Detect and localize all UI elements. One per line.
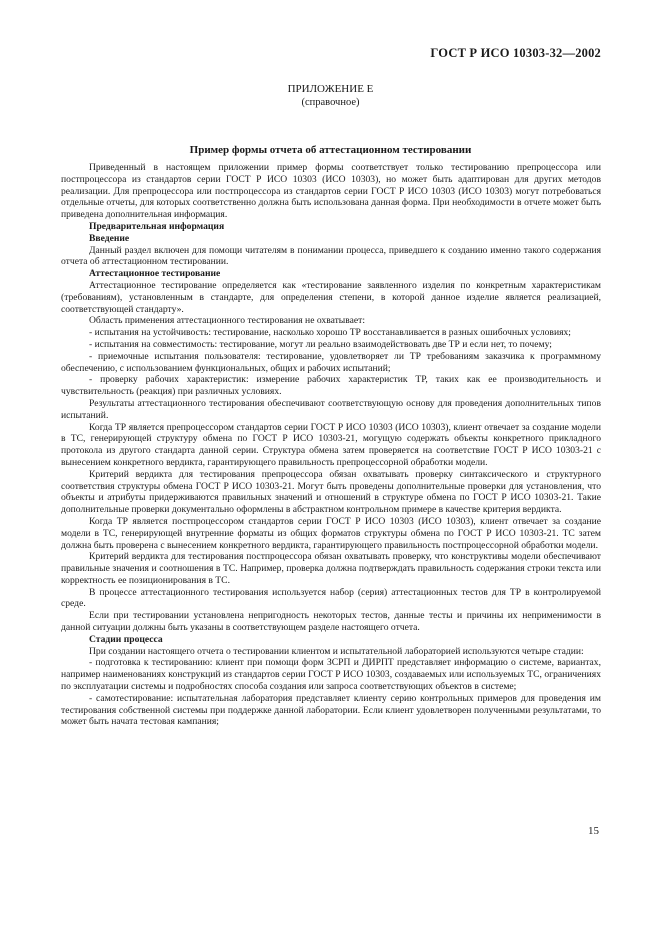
body-paragraph: Критерий вердикта для тестирования препроцессора обязан охватывать проверку синтаксического и структурного соответствия структуры обмена ГОСТ Р ИСО 10303-21. Могут быть проведены дополнительные проверки для установления, что объекты и атрибуты придерживаются правильных значений и отношений в структуре обмена по ГОСТ Р ИСО 10303-21. Такие дополнительные проверки документально оформлены в абстрактном контрольном примере в качестве критерия вердикта. [61,468,601,516]
document-body [61,162,601,728]
page-number: 15 [588,825,599,837]
body-paragraph: - испытания на устойчивость: тестирование, насколько хорошо ТР восстанавливается в разных ошибочных условиях; [89,327,571,339]
body-paragraph: Когда ТР является препроцессором стандартов серии ГОСТ Р ИСО 10303 (ИСО 10303), клиент отвечает за создание модели в ТС, генерирующей структуру обмена по ГОСТ Р ИСО 10303-21, могущую содержать объекты конкретного прикладного протокола из другого стандарта данной серии. Структура обмена затем проверяется на соответствие ГОСТ Р ИСО 10303-21 с вынесением конкретного вердикта, гарантирующего правильность препроцессорной обработки модели. [61,421,601,468]
body-paragraph: - испытания на совместимость: тестирование, могут ли реально взаимодействовать две ТР и если нет, то почему; [89,338,552,350]
appendix-label: ПРИЛОЖЕНИЕ Е [287,83,374,95]
subsection-heading: Предварительная информация [89,220,225,232]
appendix-type: (справочное) [301,97,360,108]
appendix-heading [0,83,661,109]
subsection-heading: Введение [89,232,130,244]
body-paragraph: Когда ТР является постпроцессором стандартов серии ГОСТ Р ИСО 10303 (ИСО 10303), клиент отвечает за создание модели в ТС, генерирующей внутренние форматы из общих форматов структуры обмена по ГОСТ Р ИСО 10303-21. ТС затем должна быть проверена с вынесением конкретного вердикта, гарантирующего правильность постпроцессорной обработки модели. [61,515,601,551]
standard-header: ГОСТ Р ИСО 10303-32—2002 [430,46,601,60]
body-paragraph: Критерий вердикта для тестирования постпроцессора обязан охватывать проверку, что конструктивы модели обеспечивают правильные значения и соотношения в ТС. Например, проверка должна подтверждать правильность содержания строки текста или корректность ее позиционирования в ТС. [61,551,601,586]
subsection-heading: Аттестационное тестирование [89,268,221,280]
body-paragraph: - проверку рабочих характеристик: измерение рабочих характеристик ТР, таких как ее производительность и чувствительность (реакция) при различных условиях. [61,374,601,398]
body-paragraph: В процессе аттестационного тестирования используется набор (серия) аттестационных тестов для ТР в контролируемой среде. [61,586,601,610]
body-paragraph: - подготовка к тестированию: клиент при помощи форм ЗСРП и ДИРПТ представляет информацию о системе, вариантах, например наименованиях конструкций из стандартов серии ГОСТ Р ИСО 10303, создаваемых или используемых ТС, ограничениях по эксплуатации системы и подробностях способа создания или запроса соответствующих объектов в системе; [61,657,601,693]
body-paragraph: Аттестационное тестирование определяется как «тестирование заявленного изделия по конкретным характеристикам (требованиям), установленным в стандарте, для определения степени, в которой данное изделие является реализацией, соответствующей стандарту». [61,279,601,315]
section-title: Пример формы отчета об аттестационном тестировании [189,144,472,156]
body-paragraph: При создании настоящего отчета о тестировании клиентом и испытательной лабораторией используются четыре стадии: [89,645,584,657]
body-paragraph: - самотестирование: испытательная лаборатория представляет клиенту серию контрольных примеров для проведения им тестирования собственной системы при поддержке данной лаборатории. Если клиент удовлетворен полученными результатами, то может быть начата тестовая кампания; [61,692,601,728]
body-paragraph: - приемочные испытания пользователя: тестирование, удовлетворяет ли ТР требованиям заказчика к программному обеспечению, с использованием функциональных, общих и рабочих испытаний; [61,350,601,374]
body-paragraph: Приведенный в настоящем приложении пример формы соответствует только тестированию препроцессора или постпроцессора из стандартов серии ГОСТ Р ИСО 10303 (ИСО 10303), но может быть адаптирован для других методов реализации. Для препроцессора или постпроцессора из стандартов серии ГОСТ Р ИСО 10303 (ИСО 10303) могут потребоваться отдельные отчеты, для которых соответственно должна быть использована данная форма. При необходимости в отчете может быть приведена дополнительная информация. [61,162,601,221]
subsection-heading: Стадии процесса [89,633,163,645]
body-paragraph: Если при тестировании установлена непригодность некоторых тестов, данные тесты и причины их неприменимости в данной ситуации должны быть указаны в соответствующем разделе настоящего отчета. [61,610,601,634]
body-paragraph: Область применения аттестационного тестирования не охватывает: [89,315,366,327]
body-paragraph: Результаты аттестационного тестирования обеспечивают соответствующую основу для проведения дополнительных типов испытаний. [61,397,601,421]
body-paragraph: Данный раздел включен для помощи читателям в понимании процесса, приведшего к созданию именно такого содержания отчета об аттестационном тестировании. [61,244,601,268]
